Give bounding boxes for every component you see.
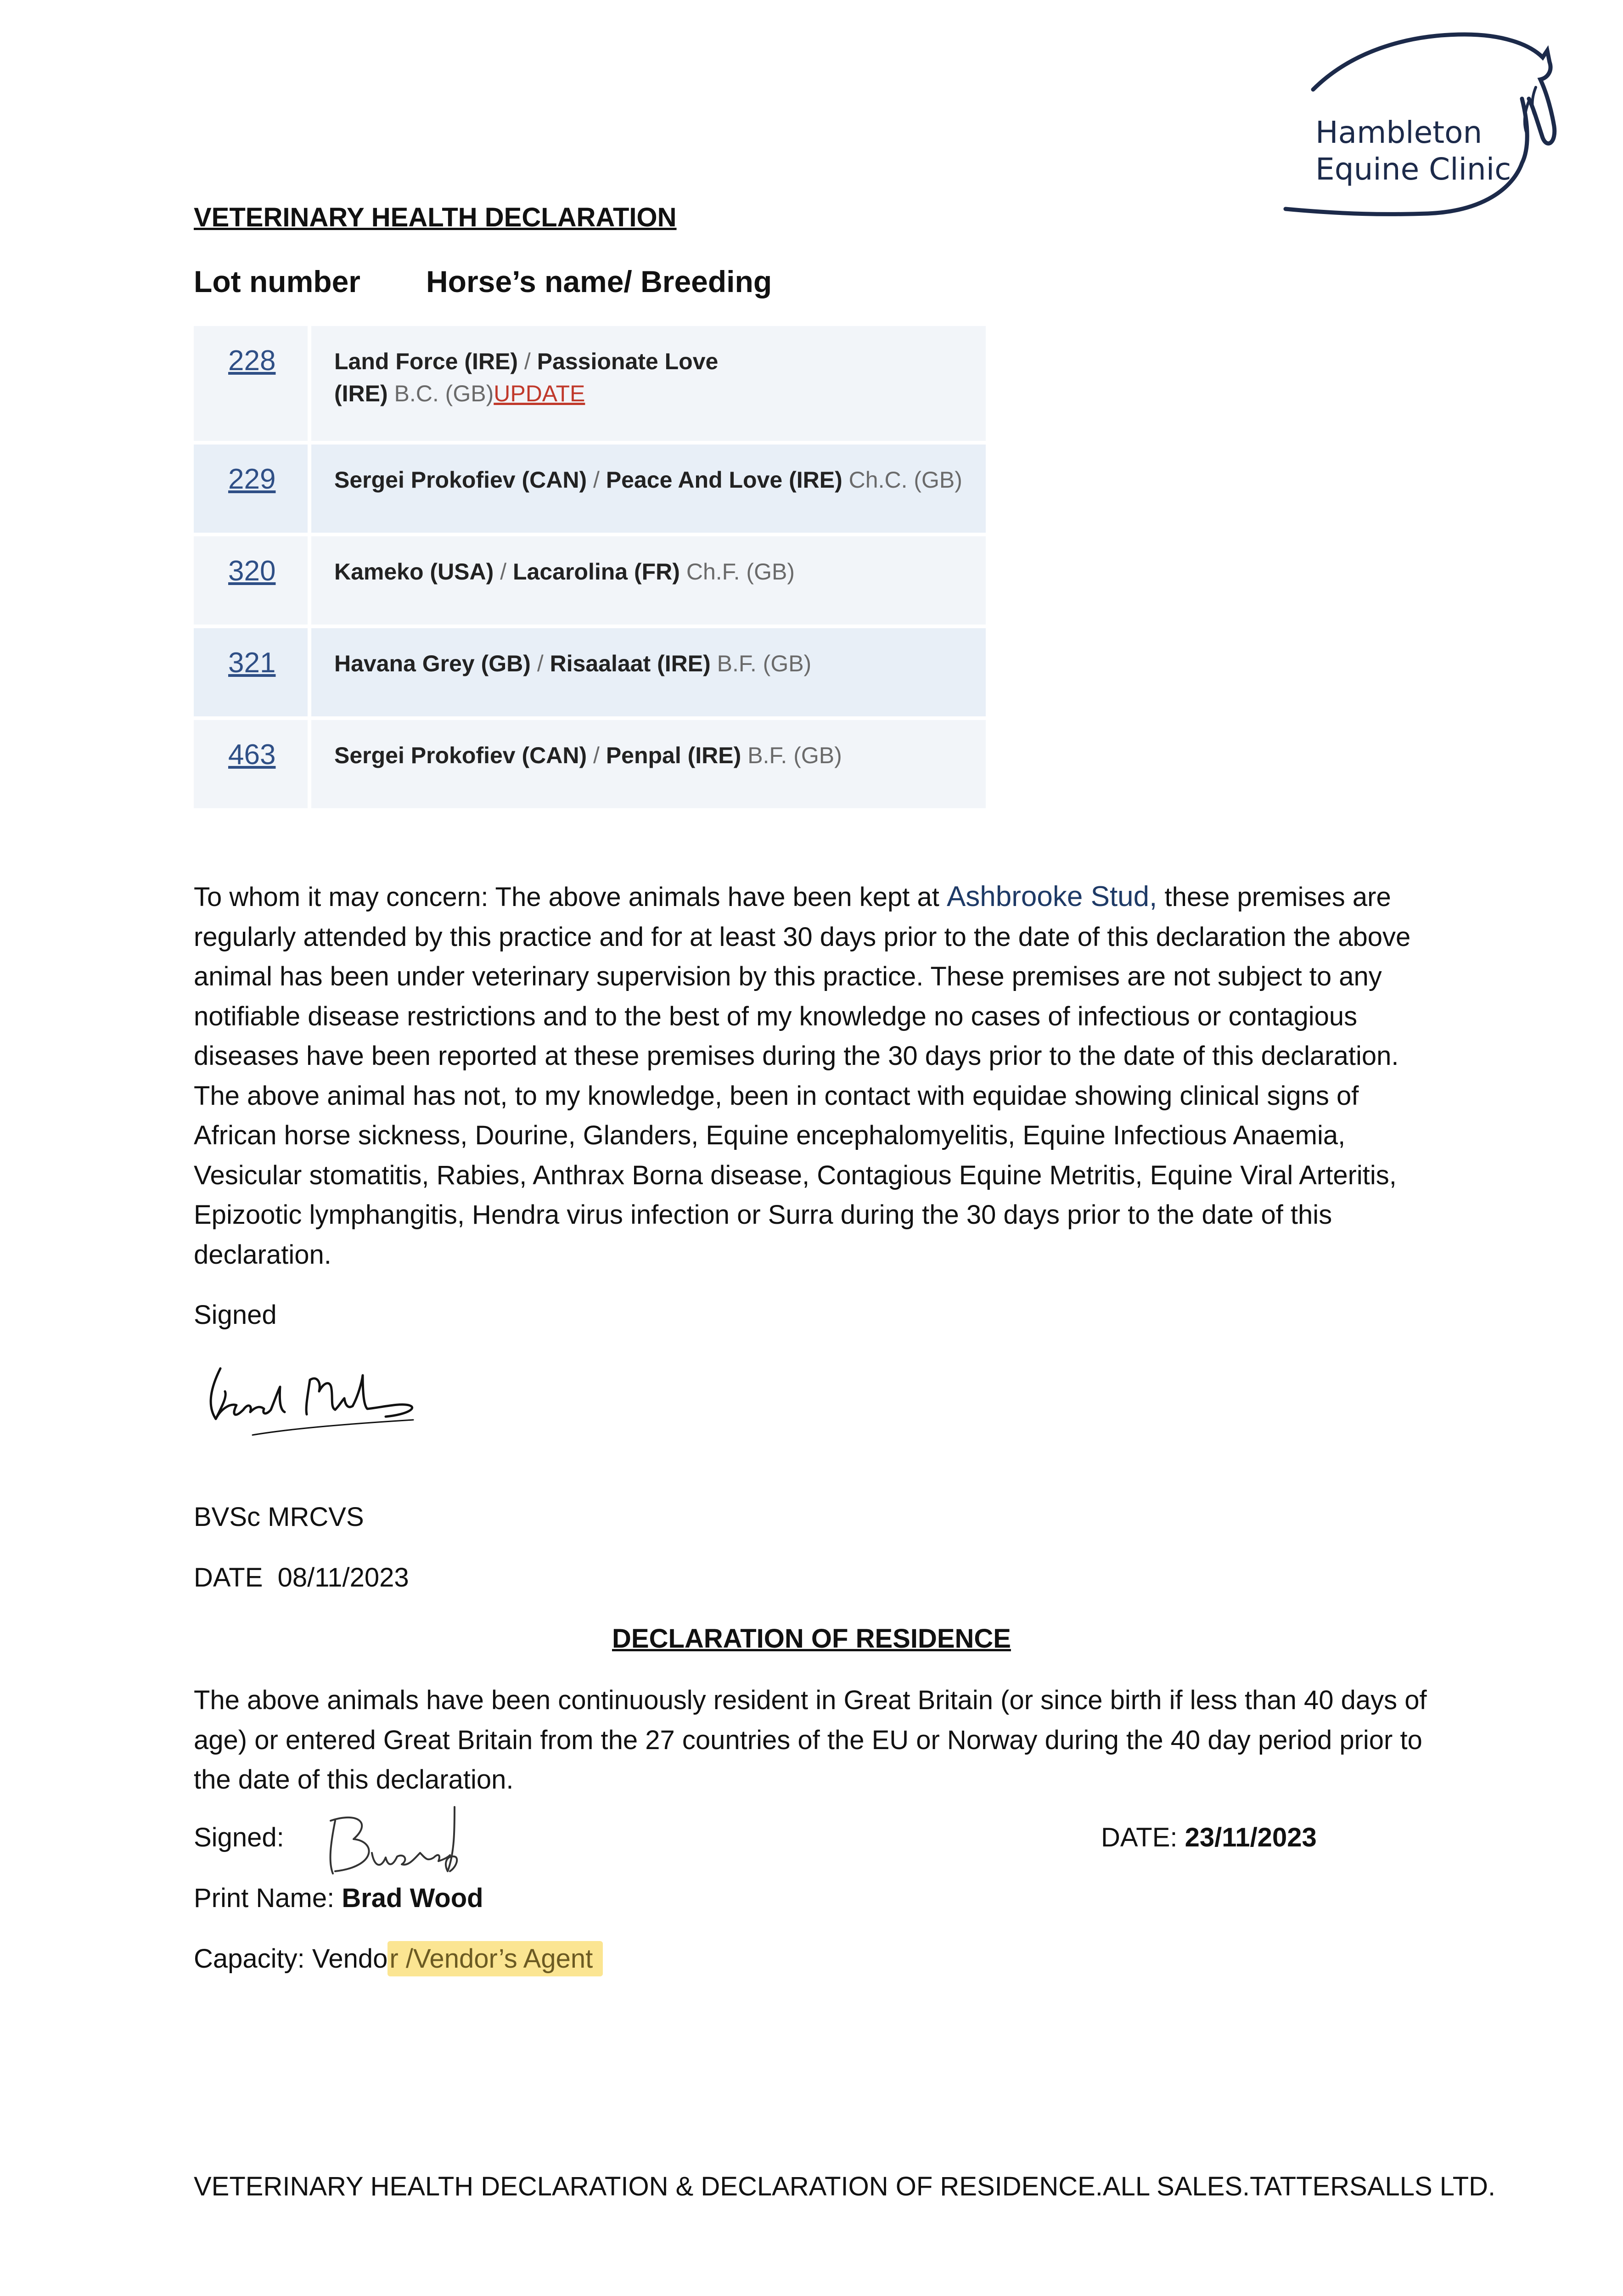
table-row [194, 536, 986, 625]
residence-date: 23/11/2023 [1185, 1823, 1317, 1852]
vet-date: 08/11/2023 [277, 1563, 409, 1593]
horse-breeding: Kameko (USA) / Lacarolina (FR) Ch.F. (GB) [334, 559, 795, 585]
lot-number[interactable]: 463 [228, 739, 276, 771]
print-name-line [194, 1883, 483, 1913]
update-link[interactable]: UPDATE [494, 381, 585, 406]
table-row [194, 445, 986, 533]
print-name-label: Print Name: [194, 1883, 335, 1913]
logo-line2: Equine Clinic [1315, 152, 1511, 187]
lots-table [194, 326, 986, 812]
vet-qualifications: BVSc MRCVS [194, 1502, 364, 1532]
vet-date-line [194, 1562, 409, 1593]
health-declaration-text: To whom it may concern: The above animals have been kept at Ashbrooke Stud, these premises are regularly attended by this practice and for at least 30 days prior to the date of this declaration the above animal has been under veterinary supervision by this practice. These premises are not subject to any notifiable disease restrictions and to the best of my knowledge no cases of infectious or contagious diseases have been reported at these premises during the 30 days prior to the date of this declaration. The above animal has not, to my knowledge, been in contact with equidae showing clinical signs of African horse sickness, Dourine, Glanders, Equine encephalomyelitis, Equine Infectious Anaemia, Vesicular stomatitis, Rabies, Anthrax Borna disease, Contagious Equine Metritis, Equine Viral Arteritis, Epizootic lymphangitis, Hendra virus infection or Surra during the 30 days prior to the date of this declaration. [194, 881, 1411, 1270]
horse-breeding: Sergei Prokofiev (CAN) / Penpal (IRE) B.F. (GB) [334, 743, 842, 768]
lot-number[interactable]: 228 [228, 345, 276, 377]
residence-title: DECLARATION OF RESIDENCE [612, 1624, 1011, 1654]
vet-signature [202, 1355, 441, 1458]
horse-breeding: Havana Grey (GB) / Risaalaat (IRE) B.F. (GB) [334, 651, 812, 676]
horse-breeding: Sergei Prokofiev (CAN) / Peace And Love (IRE) Ch.C. (GB) [334, 467, 962, 493]
vet-date-label: DATE [194, 1563, 263, 1593]
table-row [194, 326, 986, 441]
lot-number[interactable]: 229 [228, 463, 276, 495]
capacity-label: Capacity: Vendo [194, 1944, 388, 1974]
residence-signed-label: Signed: [194, 1823, 284, 1852]
residence-date-line [1101, 1822, 1317, 1853]
horse-name-header: Horse’s name/ Breeding [426, 264, 772, 298]
premises-name: Ashbrooke Stud, [946, 881, 1157, 912]
print-name: Brad Wood [342, 1883, 483, 1913]
page-title: VETERINARY HEALTH DECLARATION [194, 203, 677, 232]
signed-label: Signed [194, 1300, 277, 1330]
lot-number[interactable]: 321 [228, 647, 276, 679]
vendor-signature [317, 1802, 482, 1887]
handwritten-signature-icon [202, 1355, 441, 1456]
residence-text: The above animals have been continuously resident in Great Britain (or since birth if less than 40 days of age) or entered Great Britain from the 27 countries of the EU or Norway during the 40 day period prior to the date of this declaration. [194, 1685, 1427, 1795]
lot-number[interactable]: 320 [228, 555, 276, 587]
clinic-logo [1272, 25, 1566, 227]
table-row [194, 628, 986, 716]
capacity-highlight: r /Vendor’s Agent [387, 1941, 603, 1976]
residence-date-label: DATE: [1101, 1823, 1178, 1852]
logo-line1: Hambleton [1315, 115, 1483, 150]
capacity-line [194, 1943, 603, 1974]
page-footer: VETERINARY HEALTH DECLARATION & DECLARATION OF RESIDENCE.ALL SALES.TATTERSALLS LTD. [194, 2172, 1496, 2201]
horse-breeding: Land Force (IRE) / Passionate Love (IRE) B.C. (GB)UPDATE [334, 349, 719, 406]
lot-number-header: Lot number [194, 264, 360, 298]
table-row [194, 720, 986, 808]
handwritten-signature-icon [317, 1802, 482, 1885]
